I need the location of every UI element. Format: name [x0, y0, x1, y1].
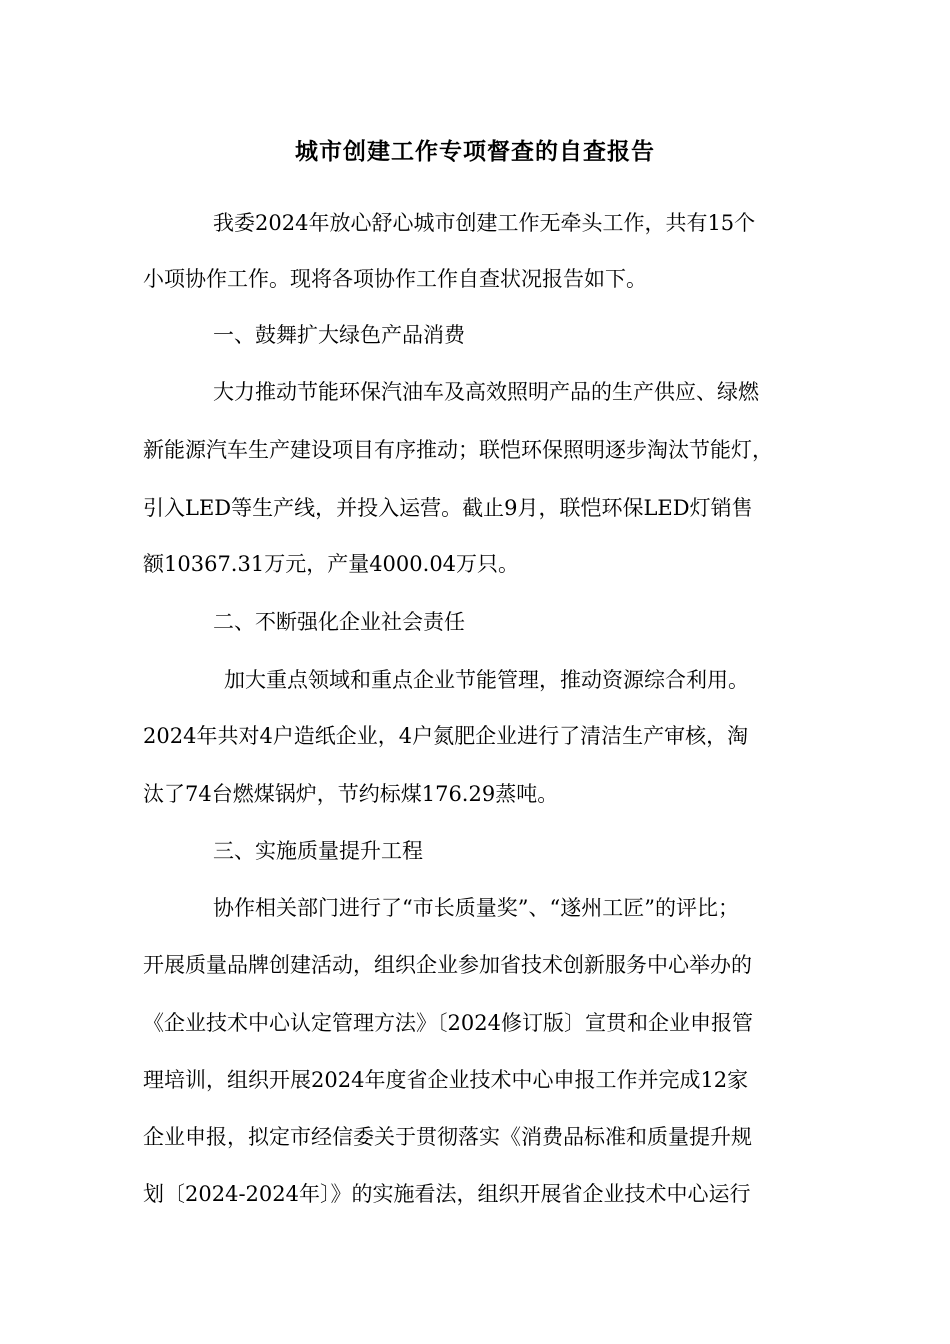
paragraph-line: 新能源汽车生产建设项目有序推动；联恺环保照明逐步淘汰节能灯，: [143, 438, 773, 462]
paragraph-line: 小项协作工作。现将各项协作工作自查状况报告如下。: [143, 267, 647, 291]
section-heading: 一、鼓舞扩大绿色产品消费: [213, 323, 465, 347]
paragraph-line: 企业申报，拟定市经信委关于贯彻落实《消费品标准和质量提升规: [143, 1125, 752, 1149]
paragraph-line: 汰了74台燃煤锅炉，节约标煤176.29蒸吨。: [143, 782, 559, 806]
paragraph-line: 我委2024年放心舒心城市创建工作无牵头工作，共有15个: [213, 211, 756, 235]
document-title: 城市创建工作专项督查的自查报告: [295, 139, 655, 165]
paragraph-line: 理培训，组织开展2024年度省企业技术中心申报工作并完成12家: [143, 1068, 749, 1092]
section-heading: 三、实施质量提升工程: [213, 839, 423, 863]
paragraph-line: 引入LED等生产线，并投入运营。截止9月，联恺环保LED灯销售: [143, 496, 753, 520]
section-heading: 二、不断强化企业社会责任: [213, 610, 465, 634]
paragraph-line: 2024年共对4户造纸企业，4户氮肥企业进行了清洁生产审核，淘: [143, 724, 749, 748]
paragraph-line: 划〔2024-2024年〕》的实施看法，组织开展省企业技术中心运行: [143, 1182, 751, 1206]
paragraph-line: 开展质量品牌创建活动，组织企业参加省技术创新服务中心举办的: [143, 953, 752, 977]
paragraph-line: 加大重点领域和重点企业节能管理，推动资源综合利用。: [224, 668, 749, 692]
paragraph-line: 协作相关部门进行了“市长质量奖”、“遂州工匠”的评比；: [213, 896, 739, 920]
paragraph-line: 大力推动节能环保汽油车及高效照明产品的生产供应、绿燃: [213, 380, 759, 404]
paragraph-line: 《企业技术中心认定管理方法》〔2024修订版〕宣贯和企业申报管: [143, 1011, 753, 1035]
paragraph-line: 额10367.31万元，产量4000.04万只。: [143, 552, 520, 576]
